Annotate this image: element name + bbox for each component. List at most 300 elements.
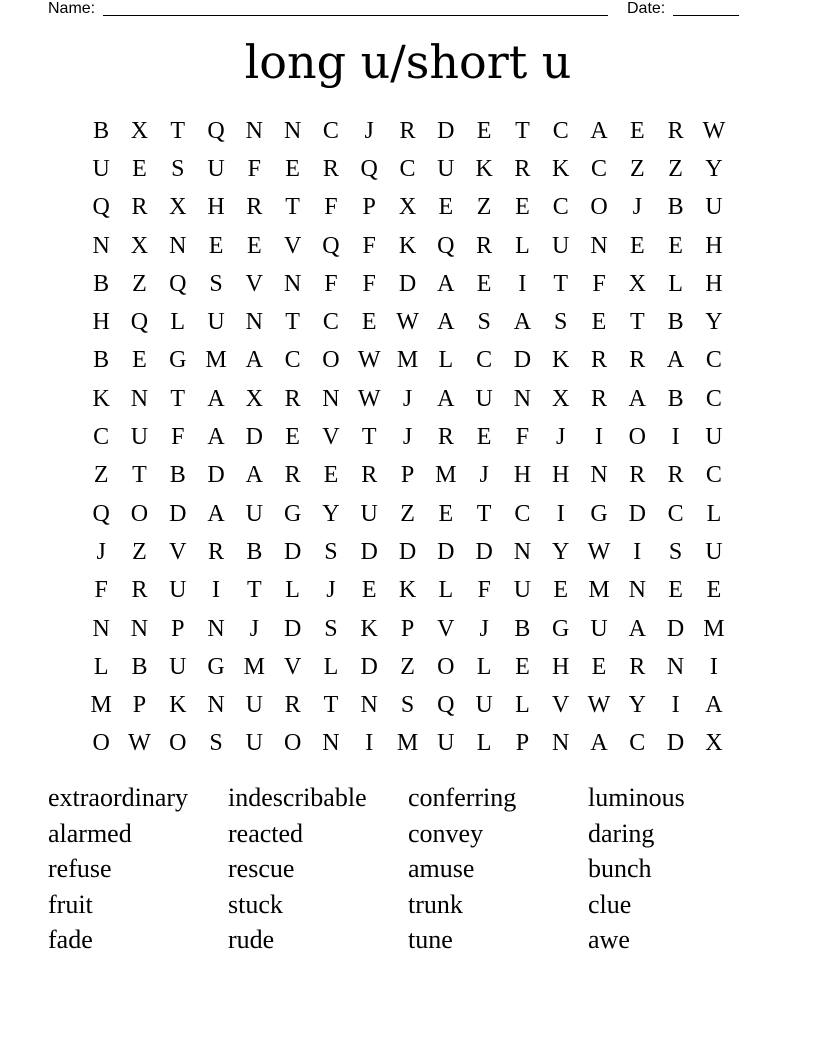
grid-letter: U — [705, 194, 723, 221]
grid-letter: F — [324, 270, 338, 297]
grid-letter: Q — [437, 692, 455, 719]
grid-letter: Z — [93, 462, 109, 489]
grid-letter: C — [705, 462, 722, 489]
grid-letter: W — [396, 309, 419, 336]
grid-letter: B — [169, 462, 186, 489]
grid-letter: N — [283, 117, 302, 144]
grid-letter: A — [245, 347, 263, 374]
grid-letter: T — [247, 577, 262, 604]
grid-letter: J — [364, 117, 374, 144]
grid-letter: Z — [668, 155, 683, 182]
grid-letter: N — [207, 692, 225, 719]
word-list-item: bunch — [588, 854, 652, 883]
grid-letter: K — [398, 232, 417, 259]
word-list-item: conferring — [408, 783, 517, 812]
letter-grid — [82, 112, 733, 763]
grid-letter: W — [587, 538, 611, 565]
grid-letter: E — [706, 577, 722, 604]
grid-letter: Z — [400, 500, 415, 527]
grid-letter: Q — [130, 309, 149, 336]
grid-letter: F — [94, 577, 108, 604]
grid-letter: E — [132, 155, 147, 182]
grid-letter: V — [169, 538, 187, 565]
grid-letter: D — [283, 615, 302, 642]
grid-letter: E — [591, 653, 607, 680]
grid-letter: D — [475, 538, 493, 565]
grid-letter: U — [705, 424, 723, 451]
grid-letter: D — [666, 730, 685, 757]
grid-letter: A — [705, 692, 723, 719]
grid-letter: Q — [92, 194, 110, 221]
word-list-item: reacted — [228, 818, 304, 848]
grid-letter: B — [93, 347, 110, 374]
grid-letter: U — [207, 155, 225, 182]
grid-letter: U — [130, 424, 149, 451]
grid-letter: Q — [437, 232, 455, 259]
grid-letter: X — [130, 232, 149, 259]
grid-letter: N — [552, 730, 570, 757]
grid-letter: E — [668, 577, 683, 604]
grid-letter: N — [130, 385, 149, 412]
grid-letter: F — [247, 155, 262, 182]
grid-letter: E — [668, 232, 683, 259]
grid-letter: P — [515, 730, 530, 757]
word-list-item: tune — [408, 925, 453, 954]
word-list-item: fruit — [48, 889, 93, 919]
grid-letter: P — [400, 615, 415, 642]
grid-letter: G — [590, 500, 608, 527]
grid-letter: E — [515, 194, 530, 221]
grid-letter: A — [513, 309, 532, 336]
grid-letter: J — [96, 538, 106, 565]
grid-letter: C — [705, 347, 722, 374]
grid-letter: U — [552, 232, 570, 259]
grid-letter: E — [285, 424, 300, 451]
grid-letter: X — [628, 270, 646, 297]
grid-letter: A — [628, 615, 646, 642]
grid-letter: C — [705, 385, 722, 412]
grid-letter: I — [709, 653, 718, 680]
grid-letter: X — [130, 117, 149, 144]
grid-letter: E — [438, 194, 454, 221]
grid-letter: I — [556, 500, 565, 527]
grid-letter: H — [552, 462, 570, 489]
grid-letter: W — [702, 117, 726, 144]
grid-letter: Y — [705, 309, 723, 336]
grid-letter: U — [360, 500, 378, 527]
grid-letter: Y — [705, 155, 723, 182]
grid-letter: E — [132, 347, 147, 374]
grid-letter: G — [169, 347, 187, 374]
page-title: long u/short u — [244, 35, 572, 89]
grid-letter: E — [285, 155, 300, 182]
grid-letter: U — [705, 538, 723, 565]
grid-letter: R — [629, 653, 646, 680]
grid-letter: K — [92, 385, 110, 412]
grid-letter: X — [169, 194, 187, 221]
grid-letter: O — [437, 653, 455, 680]
grid-letter: F — [171, 424, 185, 451]
grid-letter: I — [595, 424, 603, 451]
grid-letter: D — [169, 500, 187, 527]
grid-letter: K — [552, 347, 570, 374]
grid-letter: B — [93, 117, 110, 144]
grid-letter: N — [590, 462, 608, 489]
grid-letter: T — [170, 117, 186, 144]
grid-letter: M — [90, 692, 112, 719]
grid-letter: H — [552, 653, 570, 680]
grid-letter: Z — [132, 270, 147, 297]
grid-letter: A — [207, 385, 225, 412]
grid-letter: U — [245, 500, 263, 527]
grid-letter: U — [590, 615, 608, 642]
grid-letter: U — [437, 730, 455, 757]
grid-letter: D — [666, 615, 685, 642]
grid-letter: J — [249, 615, 259, 642]
grid-letter: L — [438, 347, 454, 374]
grid-letter: L — [93, 653, 109, 680]
word-list-item: fade — [48, 925, 93, 954]
grid-letter: I — [671, 692, 680, 719]
grid-letter: B — [667, 309, 684, 336]
grid-letter: X — [398, 194, 417, 221]
grid-letter: I — [212, 577, 221, 604]
grid-letter: A — [628, 385, 646, 412]
grid-letter: P — [362, 194, 376, 221]
word-list-item: indescribable — [228, 783, 367, 812]
grid-letter: B — [131, 653, 148, 680]
grid-letter: R — [437, 424, 454, 451]
grid-letter: C — [591, 155, 608, 182]
name-label: Name: — [48, 0, 96, 17]
grid-letter: W — [357, 347, 381, 374]
grid-letter: R — [629, 347, 646, 374]
grid-letter: W — [587, 692, 611, 719]
grid-letter: H — [207, 194, 225, 221]
grid-letter: K — [475, 155, 493, 182]
grid-letter: N — [92, 232, 110, 259]
grid-letter: F — [477, 577, 491, 604]
grid-letter: E — [361, 309, 377, 336]
grid-letter: N — [130, 615, 149, 642]
grid-letter: L — [476, 653, 492, 680]
grid-letter: A — [437, 385, 455, 412]
grid-letter: O — [169, 730, 187, 757]
grid-letter: N — [322, 385, 340, 412]
grid-letter: M — [396, 730, 419, 757]
grid-letter: O — [130, 500, 149, 527]
grid-letter: A — [207, 424, 225, 451]
word-list-item: luminous — [588, 783, 685, 812]
word-list-item: convey — [408, 818, 484, 848]
grid-letter: L — [476, 730, 492, 757]
grid-letter: U — [169, 653, 187, 680]
grid-letter: B — [93, 270, 110, 297]
grid-letter: N — [245, 117, 263, 144]
grid-letter: J — [479, 615, 489, 642]
grid-letter: N — [92, 615, 110, 642]
grid-letter: H — [513, 462, 532, 489]
grid-letter: E — [476, 270, 492, 297]
grid-letter: U — [513, 577, 532, 604]
grid-letter: S — [209, 270, 223, 297]
grid-letter: J — [402, 385, 413, 412]
grid-letter: R — [514, 155, 531, 182]
grid-letter: O — [322, 347, 340, 374]
grid-letter: N — [283, 270, 302, 297]
grid-letter: E — [323, 462, 339, 489]
word-list-item: rescue — [228, 854, 295, 883]
grid-letter: U — [245, 730, 263, 757]
grid-letter: C — [552, 194, 569, 221]
grid-letter: U — [245, 692, 263, 719]
grid-letter: T — [285, 194, 300, 221]
grid-letter: L — [323, 653, 339, 680]
grid-letter: R — [591, 385, 608, 412]
grid-letter: V — [437, 615, 455, 642]
grid-letter: R — [667, 462, 684, 489]
grid-letter: Y — [322, 500, 340, 527]
grid-letter: Q — [169, 270, 187, 297]
grid-letter: B — [246, 538, 263, 565]
grid-letter: T — [361, 424, 377, 451]
grid-letter: C — [476, 347, 493, 374]
grid-letter: E — [438, 500, 454, 527]
grid-letter: A — [666, 347, 685, 374]
grid-letter: G — [207, 653, 225, 680]
grid-letter: J — [556, 424, 566, 451]
grid-letter: D — [283, 538, 302, 565]
grid-letter: E — [476, 424, 492, 451]
grid-letter: X — [245, 385, 263, 412]
grid-letter: Z — [476, 194, 492, 221]
grid-letter: Q — [207, 117, 225, 144]
grid-letter: A — [245, 462, 263, 489]
grid-letter: R — [399, 117, 416, 144]
grid-letter: Z — [629, 155, 645, 182]
word-list-item: refuse — [48, 854, 112, 883]
grid-letter: L — [668, 270, 683, 297]
grid-letter: J — [326, 577, 336, 604]
grid-letter: V — [245, 270, 263, 297]
grid-letter: J — [632, 194, 642, 221]
grid-letter: Y — [628, 692, 646, 719]
word-list-item: alarmed — [48, 818, 132, 848]
grid-letter: S — [668, 538, 683, 565]
grid-letter: P — [132, 692, 147, 719]
word-list-item: daring — [588, 818, 655, 848]
grid-letter: S — [477, 309, 491, 336]
word-list-item: stuck — [228, 889, 283, 919]
grid-letter: S — [554, 309, 568, 336]
grid-letter: F — [324, 194, 338, 221]
grid-letter: T — [132, 462, 147, 489]
word-list-item: rude — [228, 925, 275, 954]
word-list-item: trunk — [408, 889, 463, 919]
grid-letter: C — [284, 347, 301, 374]
grid-letter: U — [92, 155, 110, 182]
grid-letter: O — [92, 730, 110, 757]
grid-letter: N — [169, 232, 187, 259]
grid-letter: N — [628, 577, 646, 604]
grid-letter: Q — [92, 500, 110, 527]
grid-letter: M — [435, 462, 457, 489]
grid-letter: N — [513, 538, 532, 565]
grid-letter: E — [208, 232, 224, 259]
grid-letter: A — [590, 117, 608, 144]
word-list-item: awe — [588, 925, 630, 954]
grid-letter: N — [360, 692, 378, 719]
name-blank-line — [103, 15, 608, 16]
grid-letter: E — [629, 232, 645, 259]
grid-letter: C — [552, 117, 569, 144]
grid-letter: G — [552, 615, 570, 642]
grid-letter: C — [514, 500, 531, 527]
grid-letter: T — [170, 385, 186, 412]
grid-letter: S — [209, 730, 223, 757]
grid-letter: X — [705, 730, 723, 757]
grid-letter: L — [170, 309, 186, 336]
grid-letter: R — [284, 385, 301, 412]
grid-letter: T — [553, 270, 569, 297]
grid-letter: C — [322, 117, 339, 144]
grid-letter: H — [92, 309, 110, 336]
grid-letter: L — [515, 692, 530, 719]
grid-letter: R — [131, 194, 148, 221]
grid-letter: L — [438, 577, 454, 604]
grid-letter: C — [667, 500, 684, 527]
grid-letter: C — [399, 155, 416, 182]
grid-letter: N — [666, 653, 685, 680]
grid-letter: M — [243, 653, 265, 680]
grid-letter: D — [245, 424, 263, 451]
grid-letter: C — [93, 424, 110, 451]
grid-letter: V — [322, 424, 340, 451]
grid-letter: H — [705, 270, 723, 297]
grid-letter: R — [131, 577, 148, 604]
grid-letter: B — [667, 385, 684, 412]
grid-letter: Q — [360, 155, 378, 182]
grid-letter: O — [283, 730, 302, 757]
grid-letter: J — [402, 424, 413, 451]
date-blank-line — [673, 15, 739, 16]
grid-letter: N — [207, 615, 225, 642]
grid-letter: V — [283, 653, 302, 680]
grid-letter: I — [365, 730, 374, 757]
word-list-item: extraordinary — [48, 783, 189, 812]
grid-letter: Q — [322, 232, 340, 259]
date-label: Date: — [627, 0, 666, 17]
grid-letter: T — [323, 692, 339, 719]
grid-letter: C — [322, 309, 339, 336]
grid-letter: R — [284, 692, 301, 719]
grid-letter: W — [357, 385, 381, 412]
grid-letter: D — [628, 500, 646, 527]
grid-letter: S — [400, 692, 415, 719]
grid-letter: R — [476, 232, 493, 259]
grid-letter: P — [400, 462, 415, 489]
grid-letter: N — [245, 309, 263, 336]
grid-letter: M — [396, 347, 419, 374]
grid-letter: N — [513, 385, 532, 412]
grid-letter: D — [360, 538, 378, 565]
grid-letter: F — [515, 424, 530, 451]
grid-letter: R — [667, 117, 684, 144]
grid-letter: S — [171, 155, 185, 182]
grid-letter: F — [362, 232, 376, 259]
grid-letter: V — [283, 232, 302, 259]
grid-letter: E — [629, 117, 645, 144]
grid-letter: A — [437, 309, 455, 336]
grid-letter: R — [322, 155, 339, 182]
grid-letter: T — [285, 309, 300, 336]
grid-letter: R — [284, 462, 301, 489]
grid-letter: U — [437, 155, 455, 182]
grid-letter: W — [128, 730, 151, 757]
grid-letter: D — [398, 270, 417, 297]
grid-letter: I — [633, 538, 642, 565]
grid-letter: S — [324, 538, 338, 565]
grid-letter: E — [553, 577, 569, 604]
grid-letter: U — [475, 385, 493, 412]
grid-letter: N — [590, 232, 608, 259]
grid-letter: R — [361, 462, 378, 489]
grid-letter: D — [360, 653, 378, 680]
grid-letter: S — [324, 615, 338, 642]
grid-letter: T — [476, 500, 492, 527]
grid-letter: H — [705, 232, 723, 259]
grid-letter: O — [628, 424, 646, 451]
grid-letter: B — [667, 194, 684, 221]
grid-letter: I — [518, 270, 527, 297]
grid-letter: I — [671, 424, 680, 451]
grid-letter: T — [515, 117, 530, 144]
grid-letter: K — [552, 155, 570, 182]
grid-letter: V — [552, 692, 570, 719]
grid-letter: Y — [552, 538, 570, 565]
grid-letter: D — [437, 538, 455, 565]
grid-letter: K — [398, 577, 417, 604]
header — [48, 0, 740, 20]
grid-letter: A — [207, 500, 225, 527]
grid-letter: T — [629, 309, 645, 336]
grid-letter: K — [360, 615, 378, 642]
grid-letter: J — [479, 462, 489, 489]
grid-letter: N — [322, 730, 340, 757]
grid-letter: L — [706, 500, 722, 527]
grid-letter: O — [590, 194, 608, 221]
grid-letter: M — [205, 347, 227, 374]
grid-letter: A — [590, 730, 608, 757]
grid-letter: X — [552, 385, 570, 412]
grid-letter: E — [476, 117, 492, 144]
word-list — [48, 780, 768, 958]
word-list-item: clue — [588, 889, 632, 919]
grid-letter: R — [246, 194, 263, 221]
grid-letter: E — [361, 577, 377, 604]
grid-letter: K — [169, 692, 187, 719]
grid-letter: U — [169, 577, 187, 604]
grid-letter: M — [703, 615, 725, 642]
grid-letter: D — [513, 347, 532, 374]
grid-letter: L — [285, 577, 300, 604]
grid-letter: R — [208, 538, 225, 565]
grid-letter: P — [171, 615, 185, 642]
grid-letter: G — [283, 500, 302, 527]
grid-letter: E — [247, 232, 262, 259]
grid-letter: R — [591, 347, 608, 374]
grid-letter: E — [591, 309, 607, 336]
